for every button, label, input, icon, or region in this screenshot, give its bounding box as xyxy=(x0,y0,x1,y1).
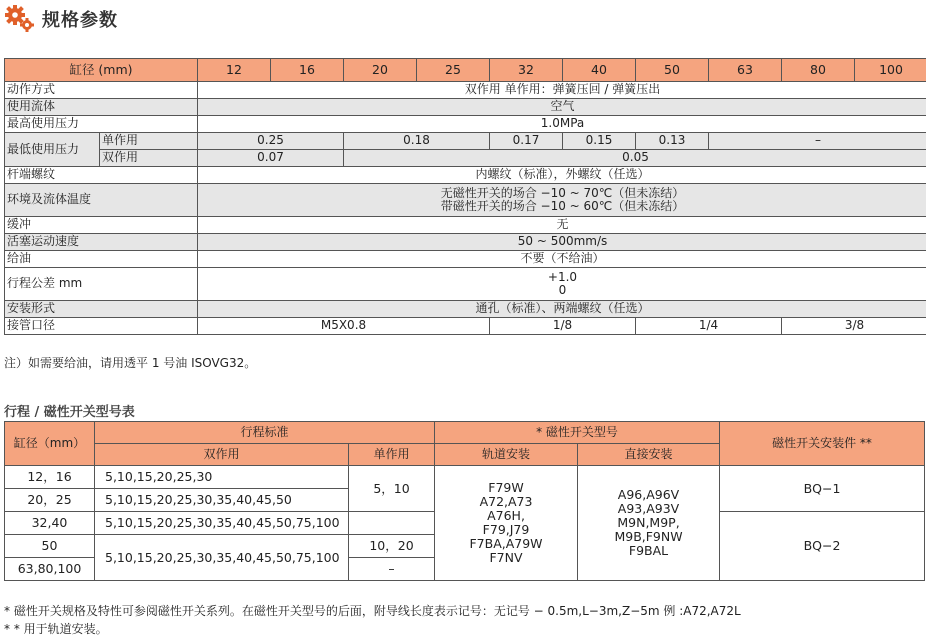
direct-models-cell xyxy=(578,466,720,581)
row-value: 50 ~ 500mm/s xyxy=(198,234,926,251)
spec-row xyxy=(5,184,926,217)
row-label: 行程公差 mm xyxy=(5,268,198,301)
row-label: 环境及流体温度 xyxy=(5,184,198,217)
bore-cell: 32 xyxy=(490,59,563,82)
spec-header-row xyxy=(5,59,926,82)
double-stroke-cell: 5,10,15,20,25,30 xyxy=(95,466,349,489)
rail-models-cell xyxy=(435,466,578,581)
mount-header: 磁性开关安装件 ** xyxy=(720,422,925,466)
bore-cell: 12，16 xyxy=(5,466,95,489)
direct-model: M9N,M9P, xyxy=(578,516,719,530)
tolerance-lower: 0 xyxy=(198,284,926,297)
bore-cell: 63,80,100 xyxy=(5,558,95,581)
value-cell: 0.15 xyxy=(563,133,636,150)
value-cell: – xyxy=(709,133,926,150)
row-value: 无 xyxy=(198,217,926,234)
bore-cell: 40 xyxy=(563,59,636,82)
row-label: 安装形式 xyxy=(5,301,198,318)
spec-row xyxy=(5,217,926,234)
value-cell: 0.17 xyxy=(490,133,563,150)
header-row xyxy=(5,422,925,444)
row-label: 杆端螺纹 xyxy=(5,167,198,184)
row-label: 接管口径 xyxy=(5,318,198,335)
single-stroke-cell: 10，20 xyxy=(349,535,435,558)
row-label: 使用流体 xyxy=(5,99,198,116)
row-label: 最低使用压力 xyxy=(5,133,100,167)
double-stroke-cell: 5,10,15,20,25,30,35,40,45,50,75,100 xyxy=(95,512,349,535)
row-value xyxy=(198,268,926,301)
row-label: 活塞运动速度 xyxy=(5,234,198,251)
value-cell: 3/8 xyxy=(782,318,926,335)
bore-header: 缸径 (mm) xyxy=(5,59,198,82)
row-value: 双作用 单作用：弹簧压回 / 弹簧压出 xyxy=(198,82,926,99)
mount-cell: BQ−1 xyxy=(720,466,925,512)
single-header: 单作用 xyxy=(349,444,435,466)
spec-row xyxy=(5,167,926,184)
sub-label: 单作用 xyxy=(100,133,198,150)
spec-row xyxy=(5,301,926,318)
row-value: 1.0MPa xyxy=(198,116,926,133)
direct-model: A93,A93V xyxy=(578,502,719,516)
value-cell: 1/8 xyxy=(490,318,636,335)
bore-header: 缸径（mm） xyxy=(5,422,95,466)
single-stroke-cell xyxy=(349,512,435,535)
row-value: 不要（不给油） xyxy=(198,251,926,268)
value-cell: 0.05 xyxy=(344,150,926,167)
value-cell: 0.07 xyxy=(198,150,344,167)
row-value xyxy=(198,184,926,217)
bore-cell: 50 xyxy=(636,59,709,82)
sub-label: 双作用 xyxy=(100,150,198,167)
row-label: 给油 xyxy=(5,251,198,268)
value-cell: 1/4 xyxy=(636,318,782,335)
spec-row xyxy=(5,268,926,301)
bore-cell: 63 xyxy=(709,59,782,82)
temp-line: 带磁性开关的场合 −10 ~ 60℃（但未冻结） xyxy=(198,200,926,213)
value-cell: 0.18 xyxy=(344,133,490,150)
temp-line: 无磁性开关的场合 −10 ~ 70℃（但未冻结） xyxy=(198,187,926,200)
row-label: 缓冲 xyxy=(5,217,198,234)
stroke-switch-table xyxy=(4,421,925,581)
footnote: * * 用于轨道安装。 xyxy=(4,620,108,637)
lube-note: 注）如需要给油，请用透平 1 号油 ISOVG32。 xyxy=(4,354,256,371)
direct-model: A96,A96V xyxy=(578,488,719,502)
spec-row xyxy=(5,116,926,133)
rail-model: F7NV xyxy=(435,551,577,565)
rail-header: 轨道安装 xyxy=(435,444,578,466)
tolerance-upper: +1.0 xyxy=(198,271,926,284)
spec-table xyxy=(4,58,926,335)
bore-cell: 20，25 xyxy=(5,489,95,512)
double-header: 双作用 xyxy=(95,444,349,466)
bore-cell: 32,40 xyxy=(5,512,95,535)
value-cell: M5X0.8 xyxy=(198,318,490,335)
table-row xyxy=(5,466,925,489)
rail-model: F79W xyxy=(435,481,577,495)
spec-row xyxy=(5,133,926,150)
double-stroke-cell: 5,10,15,20,25,30,35,40,45,50 xyxy=(95,489,349,512)
gears-icon xyxy=(4,4,36,34)
row-label: 最高使用压力 xyxy=(5,116,198,133)
value-cell: 0.25 xyxy=(198,133,344,150)
section-subtitle: 行程 / 磁性开关型号表 xyxy=(4,401,135,420)
spec-row xyxy=(5,99,926,116)
bore-cell: 100 xyxy=(855,59,926,82)
row-label: 动作方式 xyxy=(5,82,198,99)
section-header xyxy=(4,4,118,34)
direct-header: 直接安装 xyxy=(578,444,720,466)
spec-row xyxy=(5,251,926,268)
double-stroke-cell: 5,10,15,20,25,30,35,40,45,50,75,100 xyxy=(95,535,349,581)
bore-cell: 20 xyxy=(344,59,417,82)
direct-model: M9B,F9NW xyxy=(578,530,719,544)
single-stroke-cell: 5，10 xyxy=(349,466,435,512)
bore-cell: 12 xyxy=(198,59,271,82)
row-value: 内螺纹（标准），外螺纹（任选） xyxy=(198,167,926,184)
rail-model: F79,J79 xyxy=(435,523,577,537)
spec-row xyxy=(5,234,926,251)
page-title: 规格参数 xyxy=(42,6,118,32)
spec-row xyxy=(5,82,926,99)
rail-model: A72,A73 xyxy=(435,495,577,509)
rail-model: A76H, xyxy=(435,509,577,523)
bore-cell: 16 xyxy=(271,59,344,82)
direct-model: F9BAL xyxy=(578,544,719,558)
row-value: 空气 xyxy=(198,99,926,116)
spec-row xyxy=(5,318,926,335)
stroke-header: 行程标准 xyxy=(95,422,435,444)
switch-header: * 磁性开关型号 xyxy=(435,422,720,444)
bore-cell: 50 xyxy=(5,535,95,558)
rail-model: F7BA,A79W xyxy=(435,537,577,551)
mount-cell: BQ−2 xyxy=(720,512,925,581)
single-stroke-cell: – xyxy=(349,558,435,581)
row-value: 通孔（标准）、两端螺纹（任选） xyxy=(198,301,926,318)
footnote: * 磁性开关规格及特性可参阅磁性开关系列。在磁性开关型号的后面，附导线长度表示记号：无记号 − 0.5m,L−3m,Z−5m 例 :A72,A72L xyxy=(4,602,741,619)
value-cell: 0.13 xyxy=(636,133,709,150)
bore-cell: 80 xyxy=(782,59,855,82)
bore-cell: 25 xyxy=(417,59,490,82)
spec-row xyxy=(5,150,926,167)
